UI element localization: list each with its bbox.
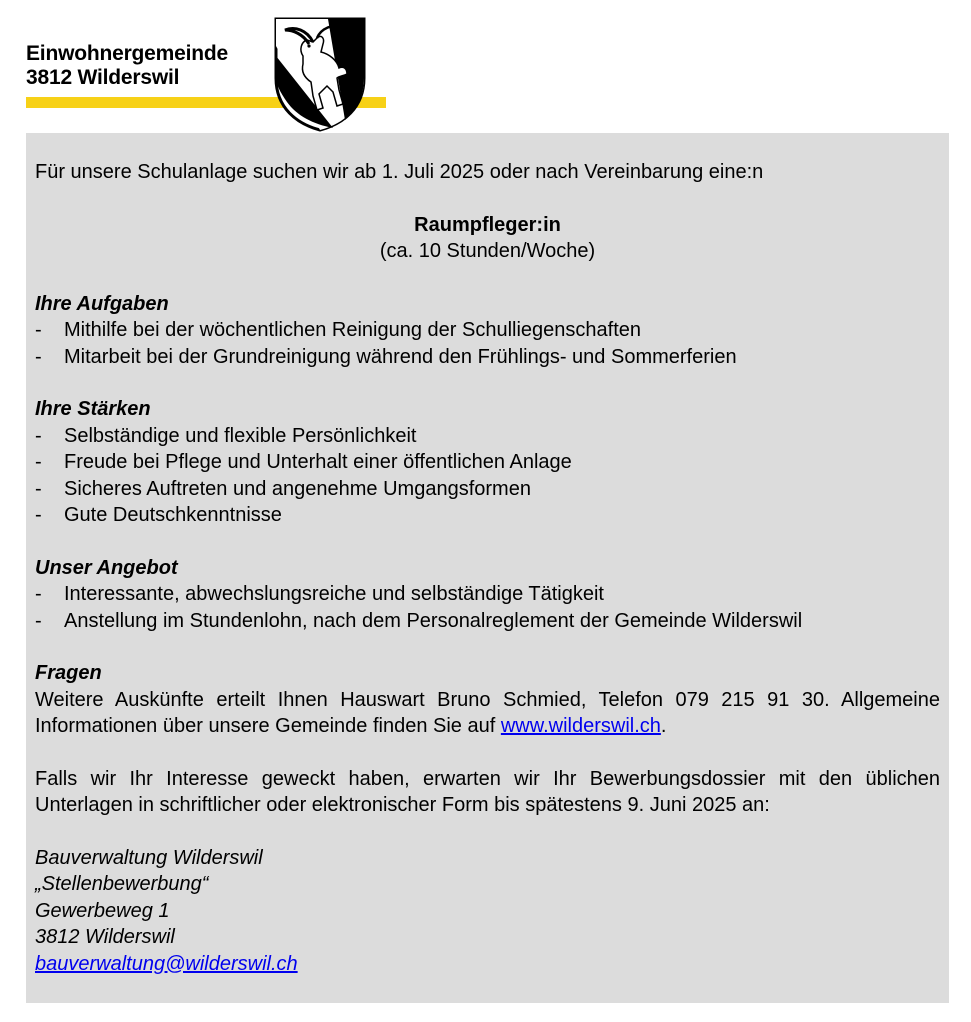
list-item: - Gute Deutschkenntnisse <box>35 502 940 529</box>
address-line-4: 3812 Wilderswil <box>35 926 175 948</box>
list-item: - Mitarbeit bei der Grundreinigung während den Frühlings- und Sommerferien <box>35 344 940 371</box>
ibex-coat-of-arms-icon <box>273 16 367 132</box>
job-hours: (ca. 10 Stunden/Woche) <box>379 240 596 262</box>
list-aufgaben <box>35 317 940 370</box>
job-advertisement <box>26 133 949 1003</box>
email-link[interactable]: bauverwaltung@wilderswil.ch <box>35 952 298 975</box>
section-title-fragen: Fragen <box>35 662 102 684</box>
section-title-angebot: Unser Angebot <box>35 556 178 579</box>
list-item: - Sicheres Auftreten und angenehme Umgangsformen <box>35 476 940 503</box>
list-item: - Selbständige und flexible Persönlichkeit <box>35 423 940 450</box>
fragen-body: Weitere Auskünfte erteilt Ihnen Hauswart Bruno Schmied, Telefon 079 215 91 30. Allgemeine Informationen über unsere Gemeinde finden Sie auf <box>35 688 940 737</box>
closing-text: Falls wir Ihr Interesse geweckt haben, erwarten wir Ihr Bewerbungsdossier mit den üblichen Unterlagen in schriftlicher oder elektronischer Form bis spätestens 9. Juni 2025 an: <box>35 767 940 816</box>
address-line-1: Bauverwaltung Wilderswil <box>35 846 263 869</box>
postal-address <box>35 845 940 978</box>
list-angebot <box>35 581 940 634</box>
address-line-2: „Stellenbewerbung“ <box>35 873 209 895</box>
intro-text: Für unsere Schulanlage suchen wir ab 1. Juli 2025 oder nach Vereinbarung eine:n <box>35 161 764 183</box>
fragen-text <box>35 687 940 740</box>
section-title-staerken: Ihre Stärken <box>35 398 151 420</box>
list-item: - Mithilfe bei der wöchentlichen Reinigung der Schulliegenschaften <box>35 317 940 344</box>
website-link[interactable]: www.wilderswil.ch <box>500 715 661 737</box>
section-title-aufgaben: Ihre Aufgaben <box>35 292 169 315</box>
letterhead <box>0 0 971 135</box>
list-item: - Anstellung im Stundenlohn, nach dem Personalreglement der Gemeinde Wilderswil <box>35 608 940 635</box>
org-line-1: Einwohnergemeinde <box>26 42 228 65</box>
list-item: - Freude bei Pflege und Unterhalt einer öffentlichen Anlage <box>35 449 940 476</box>
list-item: - Interessante, abwechslungsreiche und selbständige Tätigkeit <box>35 581 940 608</box>
org-line-2: 3812 Wilderswil <box>26 66 180 89</box>
fragen-period: . <box>660 715 667 737</box>
organization-name <box>26 42 228 90</box>
address-line-3: Gewerbeweg 1 <box>35 899 170 922</box>
list-staerken <box>35 423 940 529</box>
job-title: Raumpfleger:in <box>414 213 561 236</box>
